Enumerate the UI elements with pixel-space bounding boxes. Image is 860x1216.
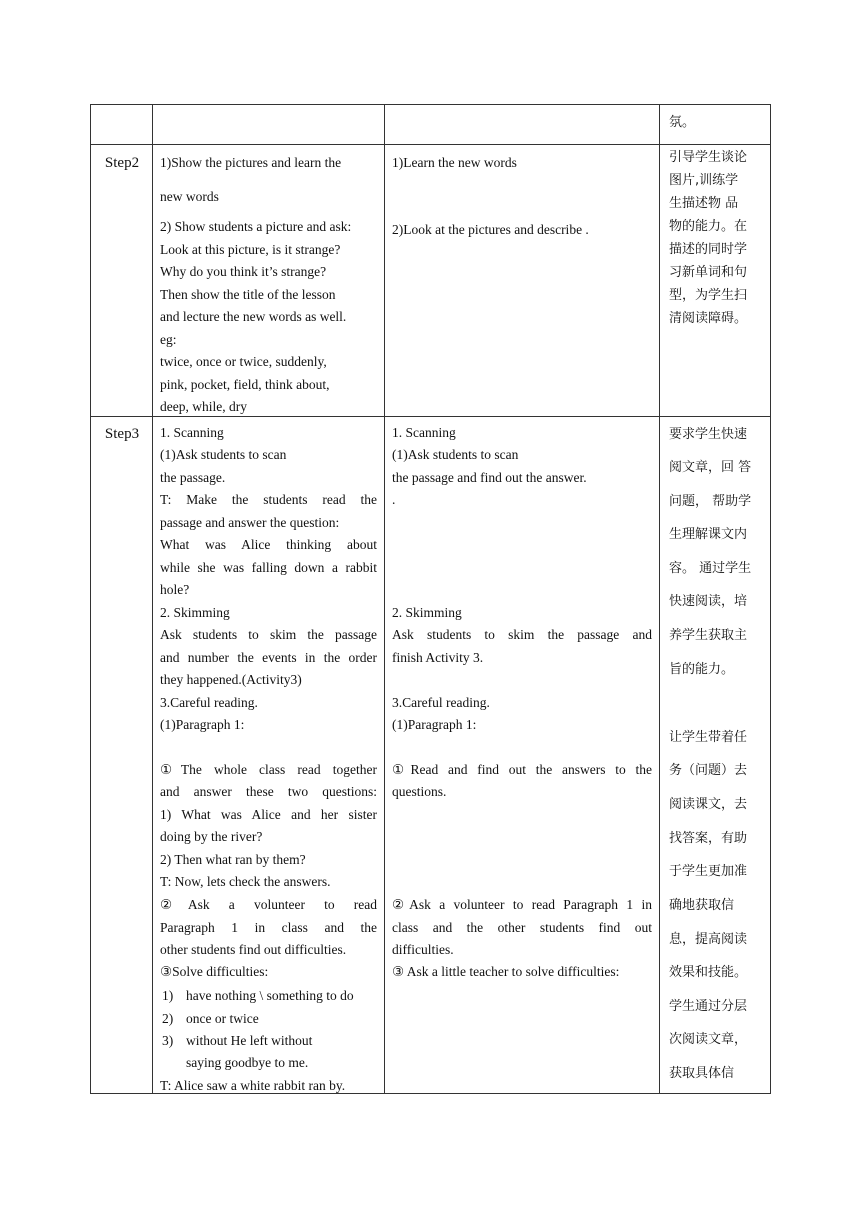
- teacher-line: Then show the title of the lesson: [160, 287, 336, 302]
- student-line: Ask students to skim the passage and: [392, 627, 652, 642]
- purpose-line: 阅读课文，去: [669, 797, 748, 812]
- teacher-activity-cell: [153, 417, 385, 1094]
- purpose-line: 息，提高阅读: [669, 932, 748, 947]
- teacher-line: ①The whole class read together: [160, 762, 377, 777]
- student-line: finish Activity 3.: [392, 650, 484, 665]
- teacher-line: 2) Then what ran by them?: [160, 852, 306, 867]
- purpose-line: 找答案，有助: [669, 831, 748, 846]
- teacher-line: ②Ask a volunteer to read: [160, 897, 377, 912]
- teacher-line: Why do you think it’s strange?: [160, 264, 327, 279]
- student-activity-cell: [385, 145, 660, 417]
- student-line: 1)Learn the new words: [392, 155, 517, 170]
- teacher-line: (1)Ask students to scan: [160, 447, 287, 462]
- purpose-line: 养学生获取主: [669, 628, 748, 643]
- purpose-line: 容。 通过学生: [669, 561, 752, 576]
- student-line: questions.: [392, 784, 447, 799]
- teacher-activity-cell: [153, 145, 385, 417]
- teacher-line: T: Make the students read the: [160, 492, 377, 507]
- teacher-line: Look at this picture, is it strange?: [160, 242, 341, 257]
- teacher-line: without He left without: [186, 1033, 313, 1048]
- teacher-line: saying goodbye to me.: [186, 1055, 309, 1070]
- step-label: Step3: [104, 426, 140, 442]
- teacher-line: pink, pocket, field, think about,: [160, 377, 330, 392]
- list-number: 3): [162, 1033, 174, 1048]
- purpose-line: 于学生更加准: [669, 864, 748, 879]
- purpose-line: 务（问题）去: [669, 763, 748, 778]
- student-line: (1)Paragraph 1:: [392, 717, 477, 732]
- teacher-line: have nothing \ something to do: [186, 988, 354, 1003]
- teacher-line: twice, once or twice, suddenly,: [160, 354, 327, 369]
- student-line: ③ Ask a little teacher to solve difficulties:: [392, 964, 620, 979]
- table-row: [91, 145, 771, 417]
- purpose-cell: [660, 417, 771, 1094]
- purpose-line: 生描述物 品: [669, 196, 739, 211]
- purpose-line: 图片,训练学: [669, 173, 739, 188]
- teacher-line: Ask students to skim the passage: [160, 627, 377, 642]
- table-row: [91, 105, 771, 145]
- purpose-line: 旨的能力。: [669, 662, 735, 677]
- student-line: difficulties.: [392, 942, 454, 957]
- lesson-plan-table: [90, 104, 771, 1094]
- student-line: .: [392, 492, 396, 507]
- student-activity-cell: [385, 417, 660, 1094]
- purpose-line: 快速阅读，培: [669, 594, 748, 609]
- teacher-activity-cell: [153, 105, 385, 145]
- list-number: 2): [162, 1011, 174, 1026]
- student-activity-cell: [385, 105, 660, 145]
- teacher-line: doing by the river?: [160, 829, 263, 844]
- purpose-cell: [660, 145, 771, 417]
- teacher-line: new words: [160, 189, 219, 204]
- teacher-line: deep, while, dry: [160, 399, 247, 414]
- table-row: [91, 417, 771, 1094]
- teacher-line: ③Solve difficulties:: [160, 964, 269, 979]
- purpose-line: 描述的同时学: [669, 242, 748, 257]
- teacher-line: 1)Show the pictures and learn the: [160, 155, 342, 170]
- purpose-line: 获取具体信: [669, 1066, 735, 1081]
- purpose-line: 物的能力。在: [669, 219, 748, 234]
- purpose-line: 问题， 帮助学: [669, 494, 752, 509]
- step-cell: [91, 145, 153, 417]
- teacher-line: passage and answer the question:: [160, 515, 340, 530]
- teacher-line: T: Alice saw a white rabbit ran by.: [160, 1078, 346, 1093]
- teacher-line: while she was falling down a rabbit: [160, 560, 377, 575]
- teacher-line: once or twice: [186, 1011, 259, 1026]
- teacher-line: and lecture the new words as well.: [160, 309, 347, 324]
- student-line: 2. Skimming: [392, 605, 462, 620]
- teacher-line: What was Alice thinking about: [160, 537, 377, 552]
- purpose-line: 学生通过分层: [669, 999, 748, 1014]
- teacher-line: Paragraph 1 in class and the: [160, 920, 377, 935]
- list-number: 1): [162, 988, 174, 1003]
- purpose-line: 引导学生谈论: [669, 150, 748, 165]
- teacher-line: eg:: [160, 332, 177, 347]
- purpose-line: 习新单词和句: [669, 265, 748, 280]
- teacher-line: and number the events in the order: [160, 650, 377, 665]
- teacher-line: hole?: [160, 582, 190, 597]
- teacher-line: 2. Skimming: [160, 605, 230, 620]
- purpose-line: 次阅读文章，: [669, 1032, 748, 1047]
- student-line: (1)Ask students to scan: [392, 447, 519, 462]
- purpose-cell: [660, 105, 771, 145]
- purpose-line: 要求学生快速: [669, 427, 748, 442]
- purpose-line: 生理解课文内: [669, 527, 748, 542]
- student-line: 3.Careful reading.: [392, 695, 490, 710]
- step-label: Step2: [104, 155, 140, 171]
- purpose-line: 确地获取信: [669, 898, 735, 913]
- teacher-line: the passage.: [160, 470, 226, 485]
- teacher-line: T: Now, lets check the answers.: [160, 874, 331, 889]
- teacher-line: 1) What was Alice and her sister: [160, 807, 377, 822]
- student-line: 2)Look at the pictures and describe .: [392, 222, 589, 237]
- purpose-line: 效果和技能。: [669, 965, 748, 980]
- purpose-line: 型，为学生扫: [669, 288, 748, 303]
- purpose-text: 氛。: [669, 115, 696, 130]
- step-cell: [91, 417, 153, 1094]
- teacher-line: other students find out difficulties.: [160, 942, 347, 957]
- student-line: class and the other students find out: [392, 920, 652, 935]
- purpose-line: 清阅读障碍。: [669, 311, 748, 326]
- student-line: ②Ask a volunteer to read Paragraph 1 in: [392, 897, 652, 912]
- teacher-line: and answer these two questions:: [160, 784, 377, 799]
- student-line: the passage and find out the answer.: [392, 470, 587, 485]
- teacher-line: 1. Scanning: [160, 425, 224, 440]
- teacher-line: 2) Show students a picture and ask:: [160, 219, 352, 234]
- purpose-line: 让学生带着任: [669, 730, 748, 745]
- step-cell: [91, 105, 153, 145]
- teacher-line: 3.Careful reading.: [160, 695, 258, 710]
- teacher-line: (1)Paragraph 1:: [160, 717, 245, 732]
- teacher-line: they happened.(Activity3): [160, 672, 302, 687]
- purpose-line: 阅文章，回 答: [669, 460, 752, 475]
- student-line: ①Read and find out the answers to the: [392, 762, 652, 777]
- student-line: 1. Scanning: [392, 425, 456, 440]
